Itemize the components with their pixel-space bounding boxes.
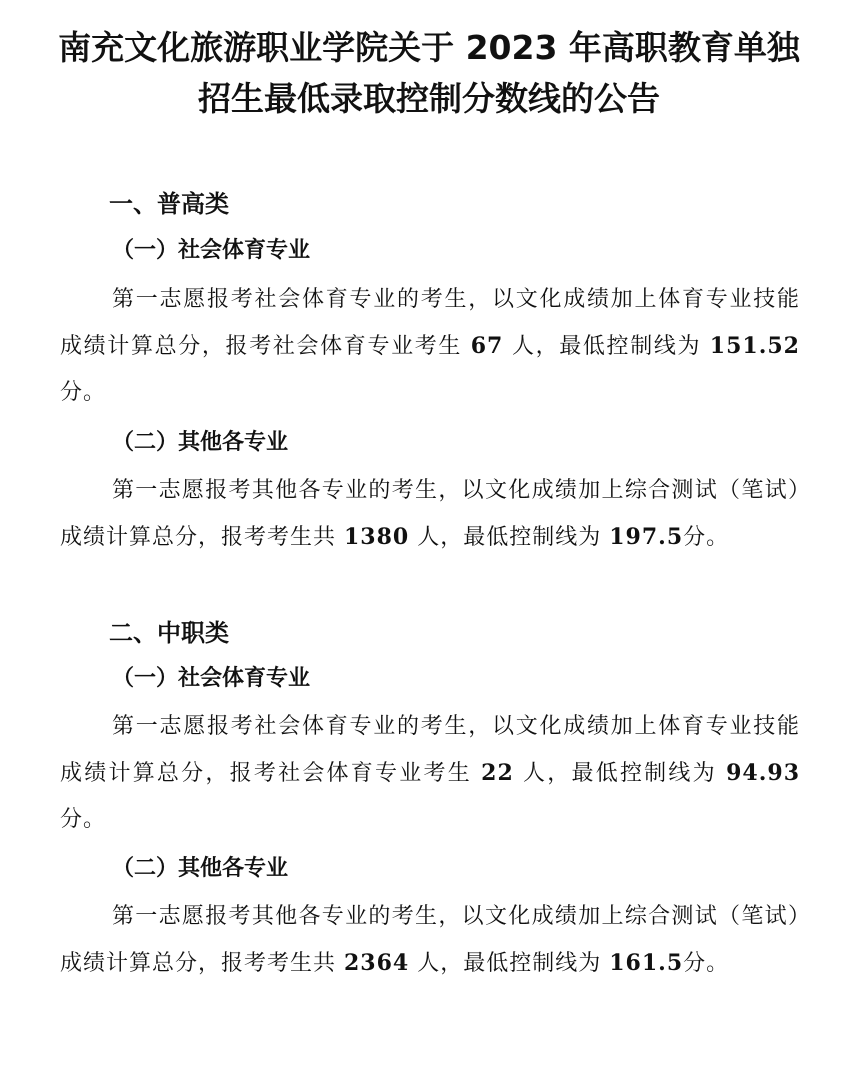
applicant-count: 2364 <box>344 950 410 976</box>
minimum-score: 151.52 <box>709 333 800 359</box>
applicant-count: 1380 <box>344 524 410 550</box>
paragraph-social-sports-vocational <box>60 704 800 843</box>
paragraph-text: 第一志愿报考社会体育专业的考生，以文化成绩加上体育专业技能成绩计算总分，报考社会体育专业考生 <box>60 714 800 786</box>
minimum-score: 197.5 <box>609 524 684 550</box>
paragraph-text: 分。 <box>683 525 730 550</box>
paragraph-text: 分。 <box>683 951 730 976</box>
section-heading-general-high-school: 一、普高类 <box>109 190 229 218</box>
paragraph-text: 人，最低控制线为 <box>409 951 610 976</box>
document-title-line-1: 南充文化旅游职业学院关于 2023 年高职教育单独 <box>58 28 800 67</box>
document-title-line-2: 招生最低录取控制分数线的公告 <box>198 79 660 118</box>
paragraph-text: 分。 <box>60 380 107 405</box>
section-heading-vocational: 二、中职类 <box>109 619 229 647</box>
paragraph-social-sports-general <box>60 277 800 416</box>
subsection-heading-social-sports: （一）社会体育专业 <box>112 665 311 691</box>
paragraph-text: 第一志愿报考其他各专业的考生，以文化成绩加上综合测试（笔试）成绩计算总分，报考考生共 <box>60 904 800 976</box>
paragraph-text: 分。 <box>60 807 107 832</box>
paragraph-text: 第一志愿报考社会体育专业的考生，以文化成绩加上体育专业技能成绩计算总分，报考社会体育专业考生 <box>60 287 800 359</box>
paragraph-text: 人，最低控制线为 <box>409 525 610 550</box>
subsection-heading-other-majors: （二）其他各专业 <box>112 429 289 455</box>
paragraph-text: 人，最低控制线为 <box>513 761 727 786</box>
subsection-heading-social-sports: （一）社会体育专业 <box>112 237 311 263</box>
subsection-heading-other-majors: （二）其他各专业 <box>112 855 289 881</box>
minimum-score: 161.5 <box>609 950 684 976</box>
paragraph-other-majors-vocational <box>60 894 800 987</box>
applicant-count: 67 <box>470 333 504 359</box>
paragraph-text: 人，最低控制线为 <box>503 334 710 359</box>
minimum-score: 94.93 <box>726 760 800 786</box>
applicant-count: 22 <box>481 760 514 786</box>
paragraph-other-majors-general <box>60 468 800 561</box>
paragraph-text: 第一志愿报考其他各专业的考生，以文化成绩加上综合测试（笔试）成绩计算总分，报考考生共 <box>60 478 800 550</box>
